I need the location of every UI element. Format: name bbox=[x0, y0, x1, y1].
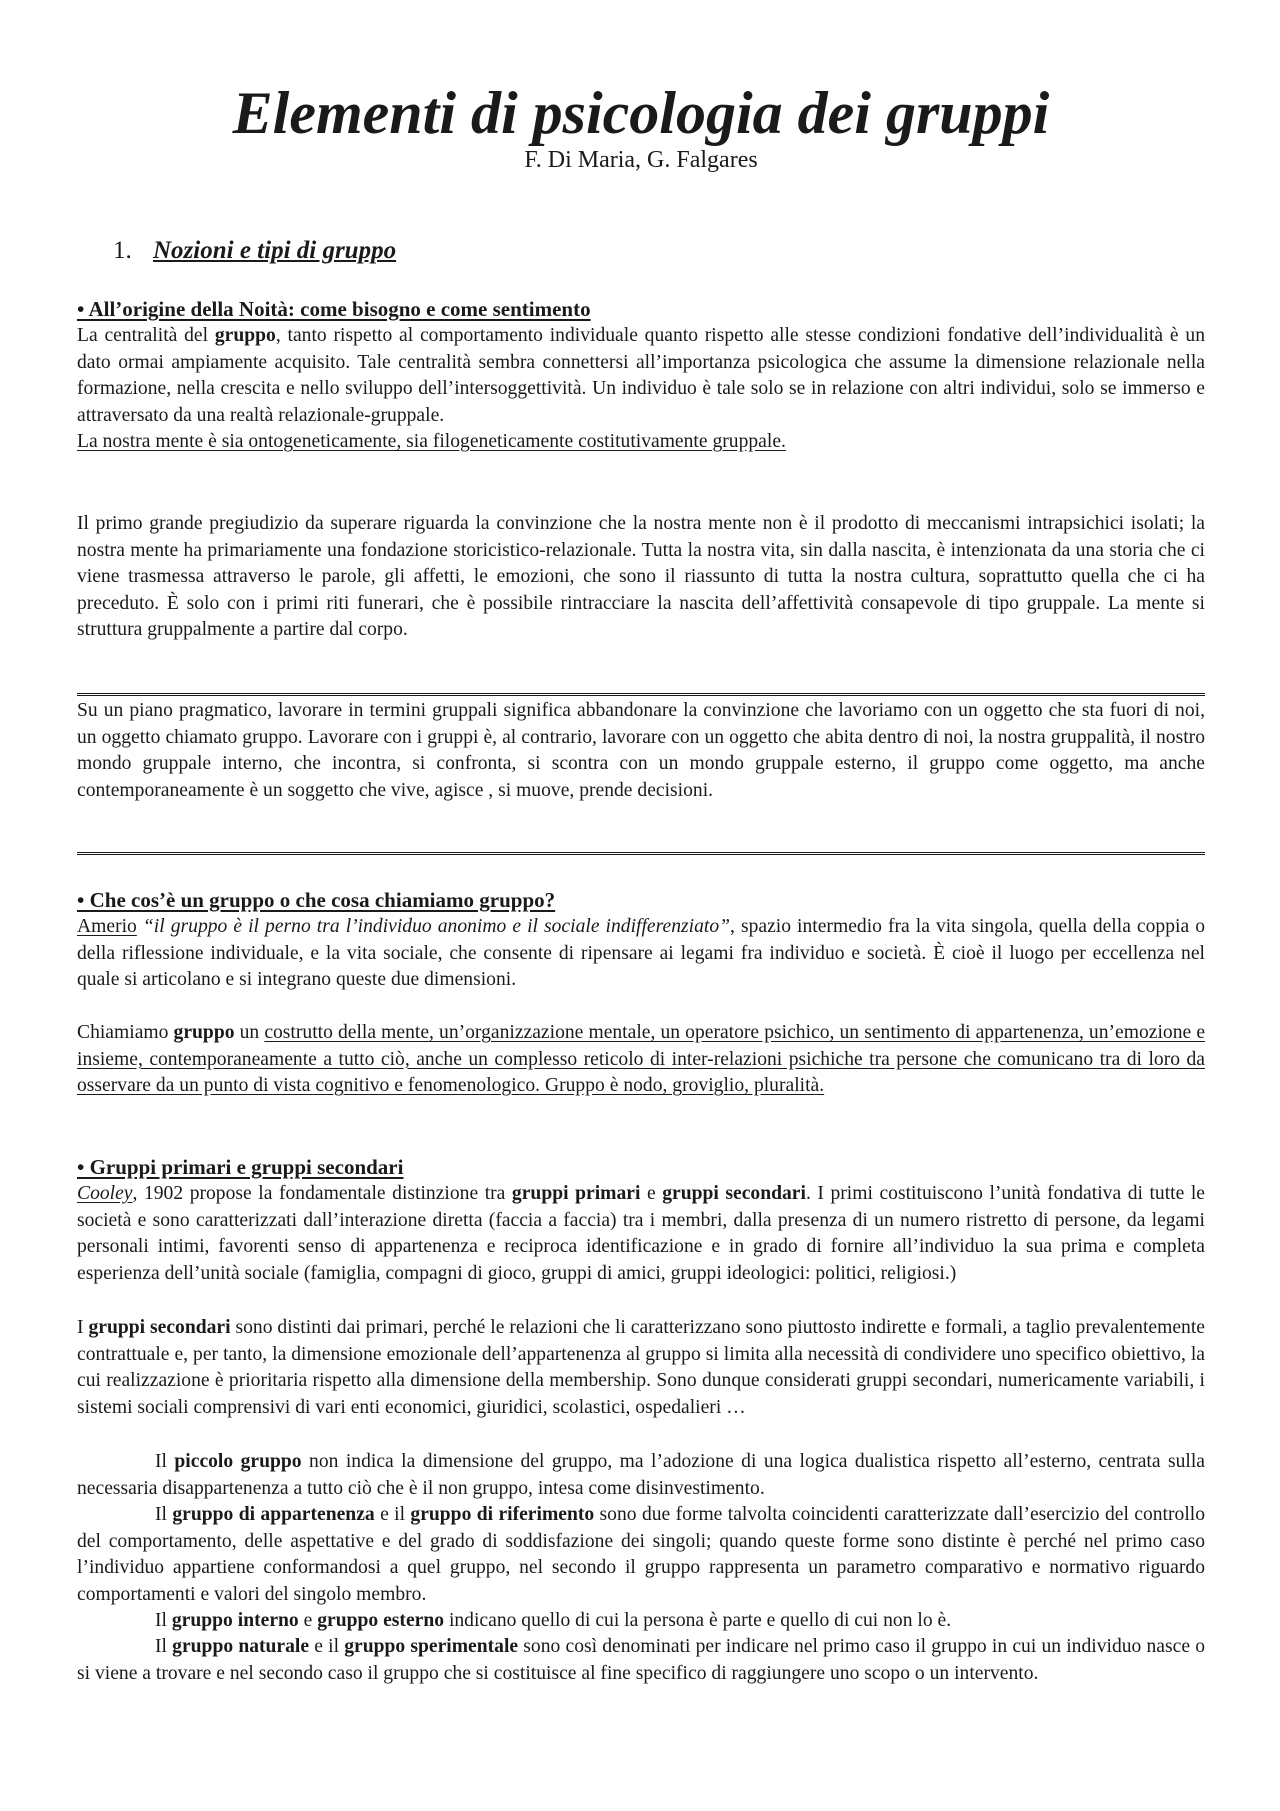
section-heading-che-cose: • Che cos’è un gruppo o che cosa chiamiamo gruppo? bbox=[77, 888, 556, 912]
bold-term: gruppi secondari bbox=[88, 1317, 231, 1338]
bold-term: gruppi primari bbox=[511, 1183, 641, 1204]
bold-term: gruppi secondari bbox=[662, 1183, 806, 1204]
underlined-statement: La nostra mente è sia ontogeneticamente, sia filogeneticamente costitutivamente gruppale. bbox=[77, 431, 786, 452]
text-run: , tanto rispetto al comportamento individuale quanto rispetto alle stesse condizioni fondative dell’individualità è un dato ormai ampiamente acquisito. Tale centralità sembra connettersi all’importanza psicologica che assume la dimensione relazionale nella formazione, nella crescita e nello sviluppo dell’intersoggettività. Un individuo è tale solo se in relazione con altri individui, solo se immerso e attraversato da una realtà relazionale-gruppale. bbox=[77, 325, 1205, 426]
text-run: e il bbox=[309, 1636, 345, 1657]
bold-term: gruppo bbox=[173, 1022, 235, 1043]
section-divider bbox=[77, 693, 1205, 696]
paragraph-gruppi-secondari bbox=[77, 1315, 1205, 1421]
text-run: , spazio intermedio fra la vita singola, quella della coppia o della riflessione individuale, e la vita sociale, che consente di ripensare ai legami fra individuo e società. È cioè il luogo per eccellenza nel quale si articolano e si integrano queste due dimensioni. bbox=[77, 916, 1205, 990]
paragraph-chiamiamo-gruppo bbox=[77, 1020, 1205, 1100]
paragraph-centralita bbox=[77, 323, 1205, 456]
text-run: sono due forme talvolta coincidenti caratterizzate dall’esercizio del controllo del comportamento, delle aspettative e del grado di soddisfazione dei singoli; quando queste forme sono distinte è perché nel primo caso l’individuo appartiene conformandosi a quel gruppo, nel secondo il gruppo rappresenta un parametro comparativo e normativo riguardo comportamenti e valori del singolo membro. bbox=[77, 1504, 1205, 1605]
text-run: non indica la dimensione del gruppo, ma l’adozione di una logica dualistica rispetto all’esterno, centrata sulla necessaria disappartenenza a tutto ciò che è il non gruppo, intesa come disinvestimento. bbox=[77, 1451, 1205, 1499]
document-authors: F. Di Maria, G. Falgares bbox=[524, 147, 758, 173]
chapter-number: 1. bbox=[113, 237, 132, 264]
text-run: Il bbox=[155, 1451, 175, 1472]
text-run: e il bbox=[374, 1504, 411, 1525]
paragraph-naturale-sperimentale bbox=[77, 1634, 1205, 1687]
document-title: Elementi di psicologia dei gruppi bbox=[232, 80, 1050, 146]
paragraph-amerio bbox=[77, 914, 1205, 994]
text-run: Il bbox=[155, 1636, 173, 1657]
chapter-heading bbox=[113, 236, 396, 266]
bold-term: gruppo interno bbox=[171, 1610, 299, 1631]
section-heading-gruppi-primari: • Gruppi primari e gruppi secondari bbox=[77, 1155, 404, 1179]
section-divider bbox=[77, 852, 1205, 855]
underlined-definition: costrutto della mente, un’organizzazione mentale, un operatore psichico, un sentimento di appartenenza, un’emozione e insieme, contemporaneamente a tutto ciò, anche un complesso reticolo di inter-relazioni psichiche tra persone che comunicano tra di loro da osservare da un punto di vista cognitivo e fenomenologico. Gruppo è nodo, groviglio, pluralità. bbox=[77, 1022, 1206, 1096]
text-run: , 1902 propose la fondamentale distinzione tra bbox=[132, 1183, 512, 1204]
paragraph-cooley bbox=[77, 1181, 1205, 1287]
paragraph-interno-esterno bbox=[77, 1608, 1205, 1635]
section-heading-origine: • All’origine della Noità: come bisogno e come sentimento bbox=[77, 297, 591, 321]
text-run: . I primi costituiscono l’unità fondativa di tutte le società e sono caratterizzati dall’interazione diretta (faccia a faccia) tra i membri, dalla presenza di un numero ristretto di persone, da legami personali intimi, favorenti senso di appartenenza e reciproca identificazione e in grado di fornire all’individuo la sua prima e completa esperienza dell’unità sociale (famiglia, compagni di gioco, gruppi di amici, gruppi ideologici: politici, religiosi.) bbox=[77, 1183, 1206, 1284]
bold-term: piccolo gruppo bbox=[174, 1451, 302, 1472]
bold-term: gruppo di appartenenza bbox=[172, 1504, 375, 1525]
text-run: Il bbox=[155, 1504, 173, 1525]
text-run: indicano quello di cui la persona è parte e quello di cui non lo è. bbox=[444, 1610, 952, 1631]
text-run: Chiamiamo bbox=[77, 1022, 174, 1043]
paragraph-piano-pragmatico: Su un piano pragmatico, lavorare in termini gruppali significa abbandonare la convinzione che lavoriamo con un oggetto che sta fuori di noi, un oggetto chiamato gruppo. Lavorare con i gruppi è, al contrario, lavorare con un oggetto che abita dentro di noi, la nostra gruppalità, il nostro mondo gruppale interno, che incontra, si confronta, si scontra con un mondo gruppale esterno, il gruppo come oggetto, ma anche contemporaneamente è un soggetto che vive, agisce , si muove, prende decisioni. bbox=[77, 700, 1205, 801]
text-run: e bbox=[298, 1610, 318, 1631]
text-run: un bbox=[234, 1022, 265, 1043]
bold-term: gruppo esterno bbox=[317, 1610, 445, 1631]
bold-term: gruppo sperimentale bbox=[344, 1636, 519, 1657]
paragraph-piccolo-gruppo bbox=[77, 1449, 1205, 1502]
text-run: e bbox=[640, 1183, 663, 1204]
bold-term: gruppo bbox=[214, 325, 276, 346]
chapter-title: Nozioni e tipi di gruppo bbox=[153, 237, 397, 264]
text-run: I bbox=[77, 1317, 89, 1338]
text-run: sono distinti dai primari, perché le relazioni che li caratterizzano sono piuttosto indirette e formali, a taglio prevalentemente contrattuale e, per tanto, la dimensione emozionale dell’appartenenza al gruppo si limita alla necessità di condividere uno specifico obiettivo, la cui realizzazione è prioritaria rispetto alla dimensione della membership. Sono dunque considerati gruppi secondari, numericamente variabili, i sistemi sociali comprensivi di vari enti economici, giuridici, scolastici, ospedalieri … bbox=[77, 1317, 1205, 1418]
quote: “il gruppo è il perno tra l’individuo anonimo e il sociale indifferenziato” bbox=[142, 916, 731, 937]
text-run: sono così denominati per indicare nel primo caso il gruppo in cui un individuo nasce o si viene a trovare e nel secondo caso il gruppo che si costituisce al fine specifico di raggiungere uno scopo o un intervento. bbox=[77, 1636, 1206, 1684]
paragraph-appartenenza bbox=[77, 1502, 1205, 1608]
bold-term: gruppo di riferimento bbox=[410, 1504, 595, 1525]
paragraph-pregiudizio: Il primo grande pregiudizio da superare riguarda la convinzione che la nostra mente non è il prodotto di meccanismi intrapsichici isolati; la nostra mente ha primariamente una fondazione storicistico-relazionale. Tutta la nostra vita, sin dalla nascita, è intenzionata da una storia che ci viene trasmessa attraverso le parole, gli affetti, le emozioni, che sono il riassunto di tutta la nostra cultura, soprattutto quella che ci ha preceduto. È solo con i primi riti funerari, che è possibile rintracciare la nascita dell’affettività consapevole di tipo gruppale. La mente si struttura gruppalmente a partire dal corpo. bbox=[77, 513, 1205, 640]
text-run: La centralità del bbox=[77, 325, 215, 346]
author-reference: Cooley bbox=[77, 1183, 133, 1204]
text-run: Il bbox=[155, 1610, 172, 1631]
bold-term: gruppo naturale bbox=[172, 1636, 310, 1657]
author-reference: Amerio bbox=[77, 916, 137, 937]
